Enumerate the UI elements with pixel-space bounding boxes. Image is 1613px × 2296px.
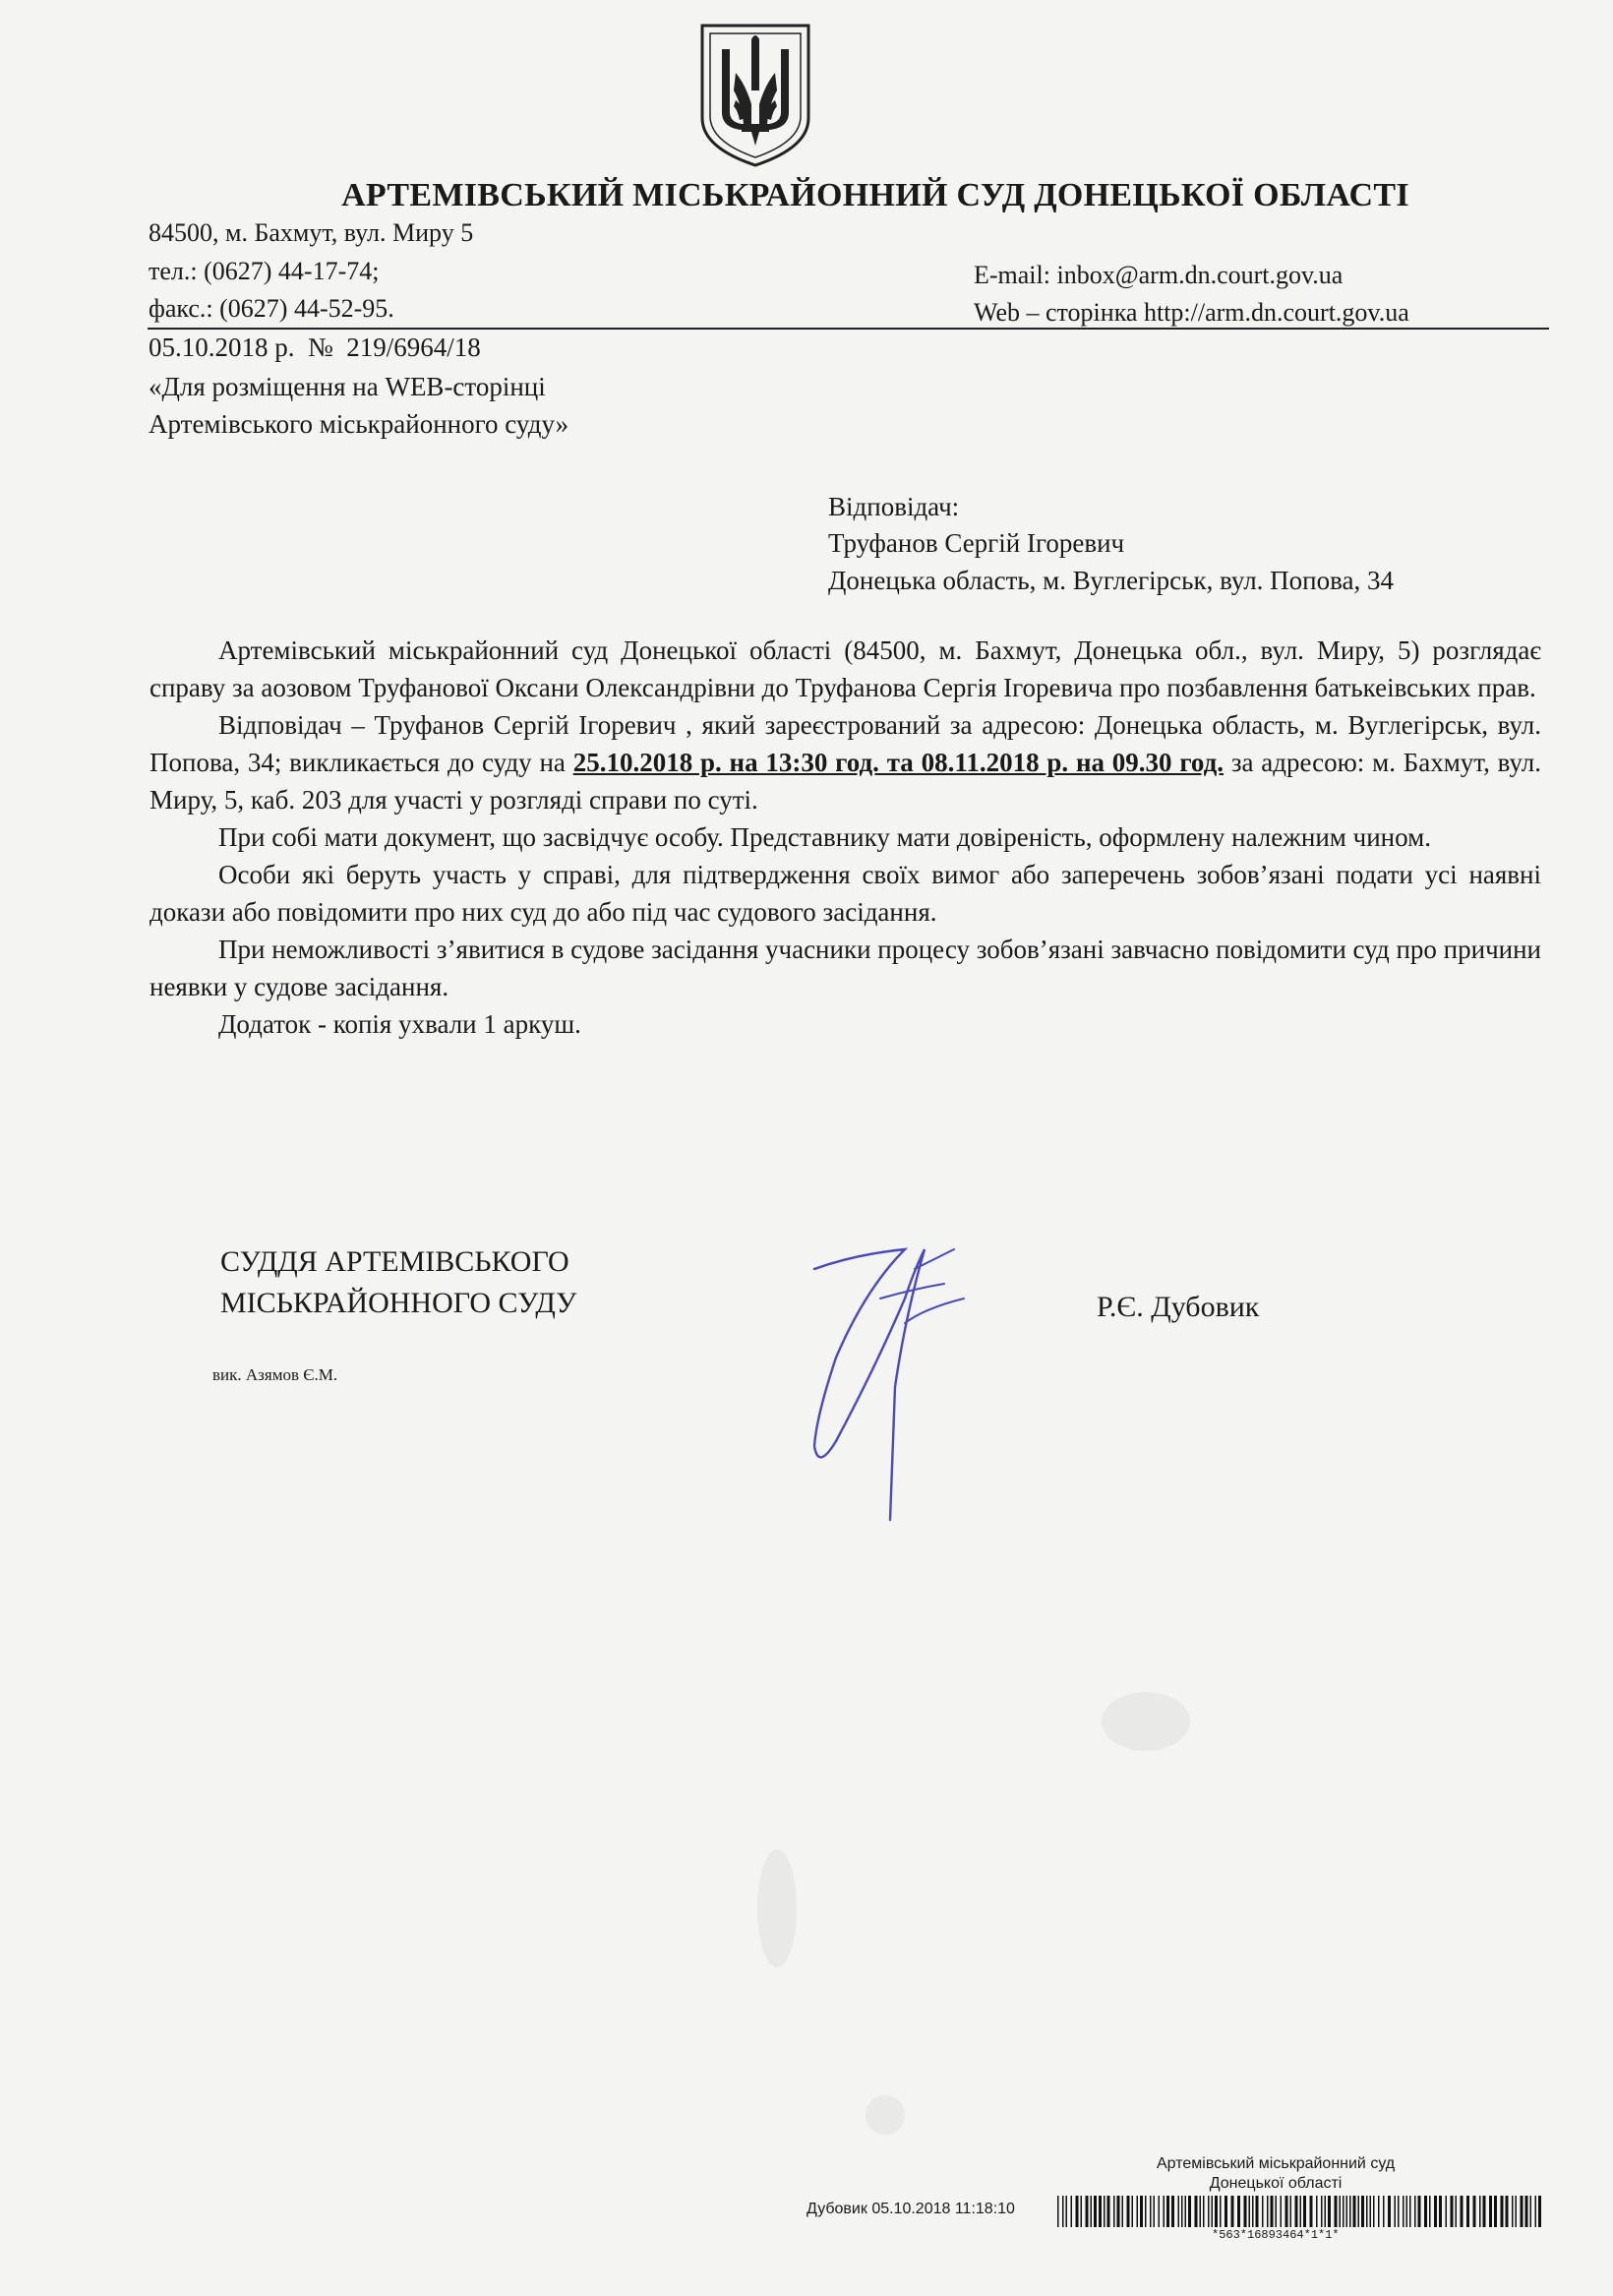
- barcode-bar: [1395, 2196, 1397, 2227]
- barcode-bar: [1290, 2196, 1292, 2227]
- court-email: E-mail: inbox@arm.dn.court.gov.ua: [974, 261, 1344, 289]
- barcode-bar: [1208, 2196, 1210, 2227]
- barcode-bar: [1267, 2196, 1269, 2227]
- stamp-court-line2: Донецької області: [1209, 2175, 1343, 2192]
- recipient-name: Труфанов Сергій Ігоревич: [828, 528, 1125, 558]
- barcode-bar: [1343, 2196, 1344, 2227]
- barcode-bar: [1303, 2196, 1306, 2227]
- document-number: 219/6964/18: [346, 332, 481, 362]
- barcode-bar: [1414, 2196, 1416, 2227]
- barcode-bar: [1370, 2196, 1372, 2227]
- barcode-bar: [1225, 2196, 1227, 2227]
- scan-smudge: [757, 1849, 797, 1967]
- barcode-bar: [1461, 2196, 1464, 2227]
- barcode-bar: [1451, 2196, 1454, 2227]
- barcode-bar: [1107, 2196, 1110, 2227]
- barcode-bar: [1203, 2196, 1205, 2227]
- barcode-bar: [1316, 2196, 1318, 2227]
- barcode-bar: [1127, 2196, 1130, 2227]
- barcode-bar: [1122, 2196, 1124, 2227]
- body-paragraph: Особи які беруть участь у справі, для підтвердження своїх вимог або заперечень зобов’язані подати усі наявні докази або повідомити про них суд до або під час судового засідання.: [149, 860, 1541, 927]
- ukraine-trident-emblem-icon: [696, 22, 814, 169]
- barcode-bar: [1346, 2196, 1348, 2227]
- barcode-bar: [1295, 2196, 1298, 2227]
- scan-smudge: [866, 2095, 905, 2135]
- barcode-bar: [1181, 2196, 1183, 2227]
- barcode-bar: [1358, 2196, 1360, 2227]
- barcode-bar: [1473, 2196, 1476, 2227]
- court-phone: тел.: (0627) 44-17-74;: [149, 257, 380, 285]
- barcode-bar: [1249, 2196, 1251, 2227]
- barcode-bar: [1212, 2196, 1214, 2227]
- barcode-bar: [1361, 2196, 1364, 2227]
- hearing-dates: 25.10.2018 р. на 13:30 год. та 08.11.2018 р. на 09.30 год.: [572, 748, 1225, 777]
- barcode-bar: [1366, 2196, 1368, 2227]
- barcode-bar: [1081, 2196, 1083, 2227]
- barcode-icon: [1057, 2196, 1544, 2227]
- body-paragraph-attachment: Додаток - копія ухвали 1 аркуш.: [218, 1009, 581, 1039]
- barcode-bar: [1171, 2196, 1174, 2227]
- barcode-bar: [1483, 2196, 1486, 2227]
- barcode-bar: [1166, 2196, 1169, 2227]
- barcode-bar: [1066, 2196, 1068, 2227]
- document-date-number: [149, 329, 481, 366]
- summons-text-end: за адресою: м. Бахмут, вул. Миру, 5, каб. 203 для участі у розгляді справи по суті.: [149, 748, 1541, 815]
- barcode-bar: [1383, 2196, 1385, 2227]
- barcode-bar: [1535, 2196, 1537, 2227]
- barcode-bar: [1094, 2196, 1097, 2227]
- judge-title: [220, 1241, 576, 1324]
- judge-name: Р.Є. Дубовик: [1097, 1291, 1260, 1323]
- barcode-bar: [1071, 2196, 1073, 2227]
- court-website: Web – сторінка http://arm.dn.court.gov.ua: [974, 298, 1409, 327]
- barcode-bar: [1154, 2196, 1156, 2227]
- barcode-bar: [1439, 2196, 1442, 2227]
- barcode-bar: [1140, 2196, 1143, 2227]
- barcode-bar: [1117, 2196, 1120, 2227]
- barcode-bar: [1132, 2196, 1134, 2227]
- barcode-bar: [1231, 2196, 1234, 2227]
- barcode-bar: [1409, 2196, 1411, 2227]
- barcode-bar: [1525, 2196, 1528, 2227]
- court-fax: факс.: (0627) 44-52-95.: [149, 294, 394, 323]
- court-name: АРТЕМІВСЬКИЙ МІСЬКРАЙОННИЙ СУД ДОНЕЦЬКОЇ ОБЛАСТІ: [341, 177, 1409, 213]
- barcode-bar: [1195, 2196, 1198, 2227]
- registration-stamp-court: [1157, 2154, 1395, 2194]
- barcode-bar: [1501, 2196, 1504, 2227]
- barcode-bar: [1244, 2196, 1247, 2227]
- barcode-bar: [1489, 2196, 1492, 2227]
- barcode-bar: [1349, 2196, 1351, 2227]
- barcode-bar: [1137, 2196, 1139, 2227]
- barcode-bar: [1325, 2196, 1327, 2227]
- barcode-bar: [1076, 2196, 1079, 2227]
- barcode-bar: [1271, 2196, 1274, 2227]
- barcode-bar: [1099, 2196, 1102, 2227]
- barcode-bar: [1220, 2196, 1222, 2227]
- body-paragraph: Артемівський міськрайонний суд Донецької області (84500, м. Бахмут, Донецька обл., вул. Миру, 5) розглядає справу за аозовом Труфанової Оксани Олександрівни до Труфанова Сергія Ігоревича про позбавлення батькеівських прав.: [149, 635, 1541, 702]
- body-text: [149, 632, 1541, 1043]
- body-paragraph: При собі мати документ, що засвідчує особу. Представнику мати довіреність, оформлену належним чином.: [218, 822, 1431, 852]
- barcode-bar: [1188, 2196, 1191, 2227]
- barcode-bar: [1104, 2196, 1105, 2227]
- barcode-bar: [1310, 2196, 1313, 2227]
- barcode-bar: [1185, 2196, 1187, 2227]
- barcode-bar: [1237, 2196, 1240, 2227]
- barcode-bar: [1252, 2196, 1254, 2227]
- barcode-bar: [1424, 2196, 1427, 2227]
- barcode-bar: [1159, 2196, 1161, 2227]
- document-date: 05.10.2018 р.: [149, 332, 295, 362]
- barcode-bar: [1494, 2196, 1497, 2227]
- barcode-bar: [1398, 2196, 1400, 2227]
- barcode-bar: [1434, 2196, 1437, 2227]
- body-paragraph: При неможливості з’явитися в судове засідання учасники процесу зобов’язані завчасно повідомити суд про причини неявки у судове засідання.: [149, 935, 1541, 1001]
- summons-text-start: Відповідач – Труфанов Сергій Ігоревич , який зареєстрований за адресою: Донецька область, м. Вуглегірськ, вул. Попова, 34; викликається до суду на: [149, 710, 1541, 777]
- barcode-bar: [1373, 2196, 1375, 2227]
- barcode-bar: [1456, 2196, 1458, 2227]
- registration-stamp-line: Дубовик 05.10.2018 11:18:10: [806, 2201, 1015, 2217]
- barcode-bar: [1321, 2196, 1323, 2227]
- handwritten-signature-icon: [797, 1230, 993, 1535]
- barcode-bar: [1178, 2196, 1180, 2227]
- barcode-bar: [1446, 2196, 1448, 2227]
- barcode-bar: [1145, 2196, 1147, 2227]
- barcode-bar: [1388, 2196, 1391, 2227]
- barcode-bar: [1057, 2196, 1059, 2227]
- barcode-bar: [1340, 2196, 1342, 2227]
- barcode-bar: [1285, 2196, 1288, 2227]
- barcode-bar: [1479, 2196, 1481, 2227]
- barcode-bar: [1506, 2196, 1509, 2227]
- barcode-bar: [1256, 2196, 1259, 2227]
- barcode-bar: [1335, 2196, 1338, 2227]
- barcode-bar: [1091, 2196, 1093, 2227]
- barcode-bar: [1086, 2196, 1089, 2227]
- publication-note-line1: «Для розміщення на WEB-сторінці: [149, 372, 546, 401]
- judge-title-line1: СУДДЯ АРТЕМІВСЬКОГО: [220, 1245, 569, 1278]
- stamp-court-line1: Артемівський міськрайонний суд: [1157, 2155, 1396, 2172]
- barcode-bar: [1262, 2196, 1264, 2227]
- prepared-by: вик. Азямов Є.М.: [212, 1365, 338, 1384]
- barcode-bar: [1429, 2196, 1431, 2227]
- barcode-bar: [1276, 2196, 1278, 2227]
- barcode-bar: [1512, 2196, 1514, 2227]
- judge-title-line2: МІСЬКРАЙОННОГО СУДУ: [220, 1287, 577, 1319]
- barcode-bar: [1406, 2196, 1408, 2227]
- barcode-bar: [1200, 2196, 1202, 2227]
- barcode-bar: [1516, 2196, 1518, 2227]
- barcode-bar: [1378, 2196, 1380, 2227]
- barcode-bar: [1113, 2196, 1115, 2227]
- number-label: №: [308, 332, 333, 362]
- barcode-bar: [1215, 2196, 1218, 2227]
- barcode-bar: [1281, 2196, 1283, 2227]
- barcode-number: *563*16893464*1*1*: [1212, 2229, 1340, 2238]
- recipient-address: Донецька область, м. Вуглегірськ, вул. Попова, 34: [828, 566, 1395, 595]
- recipient-label: Відповідач:: [828, 492, 960, 521]
- publication-note-line2: Артемівського міськрайонного суду»: [149, 409, 569, 439]
- barcode-bar: [1164, 2196, 1165, 2227]
- court-address: 84500, м. Бахмут, вул. Миру 5: [149, 218, 474, 247]
- barcode-bar: [1353, 2196, 1356, 2227]
- barcode-bar: [1150, 2196, 1152, 2227]
- barcode-bar: [1521, 2196, 1523, 2227]
- barcode-bar: [1538, 2196, 1541, 2227]
- barcode-bar: [1062, 2196, 1064, 2227]
- barcode-bar: [1328, 2196, 1331, 2227]
- barcode-bar: [1300, 2196, 1302, 2227]
- scan-smudge: [1102, 1692, 1190, 1751]
- barcode-bar: [1403, 2196, 1404, 2227]
- barcode-bar: [1466, 2196, 1469, 2227]
- body-paragraph-summons: [149, 706, 1541, 818]
- barcode-bar: [1530, 2196, 1532, 2227]
- barcode-bar: [1418, 2196, 1421, 2227]
